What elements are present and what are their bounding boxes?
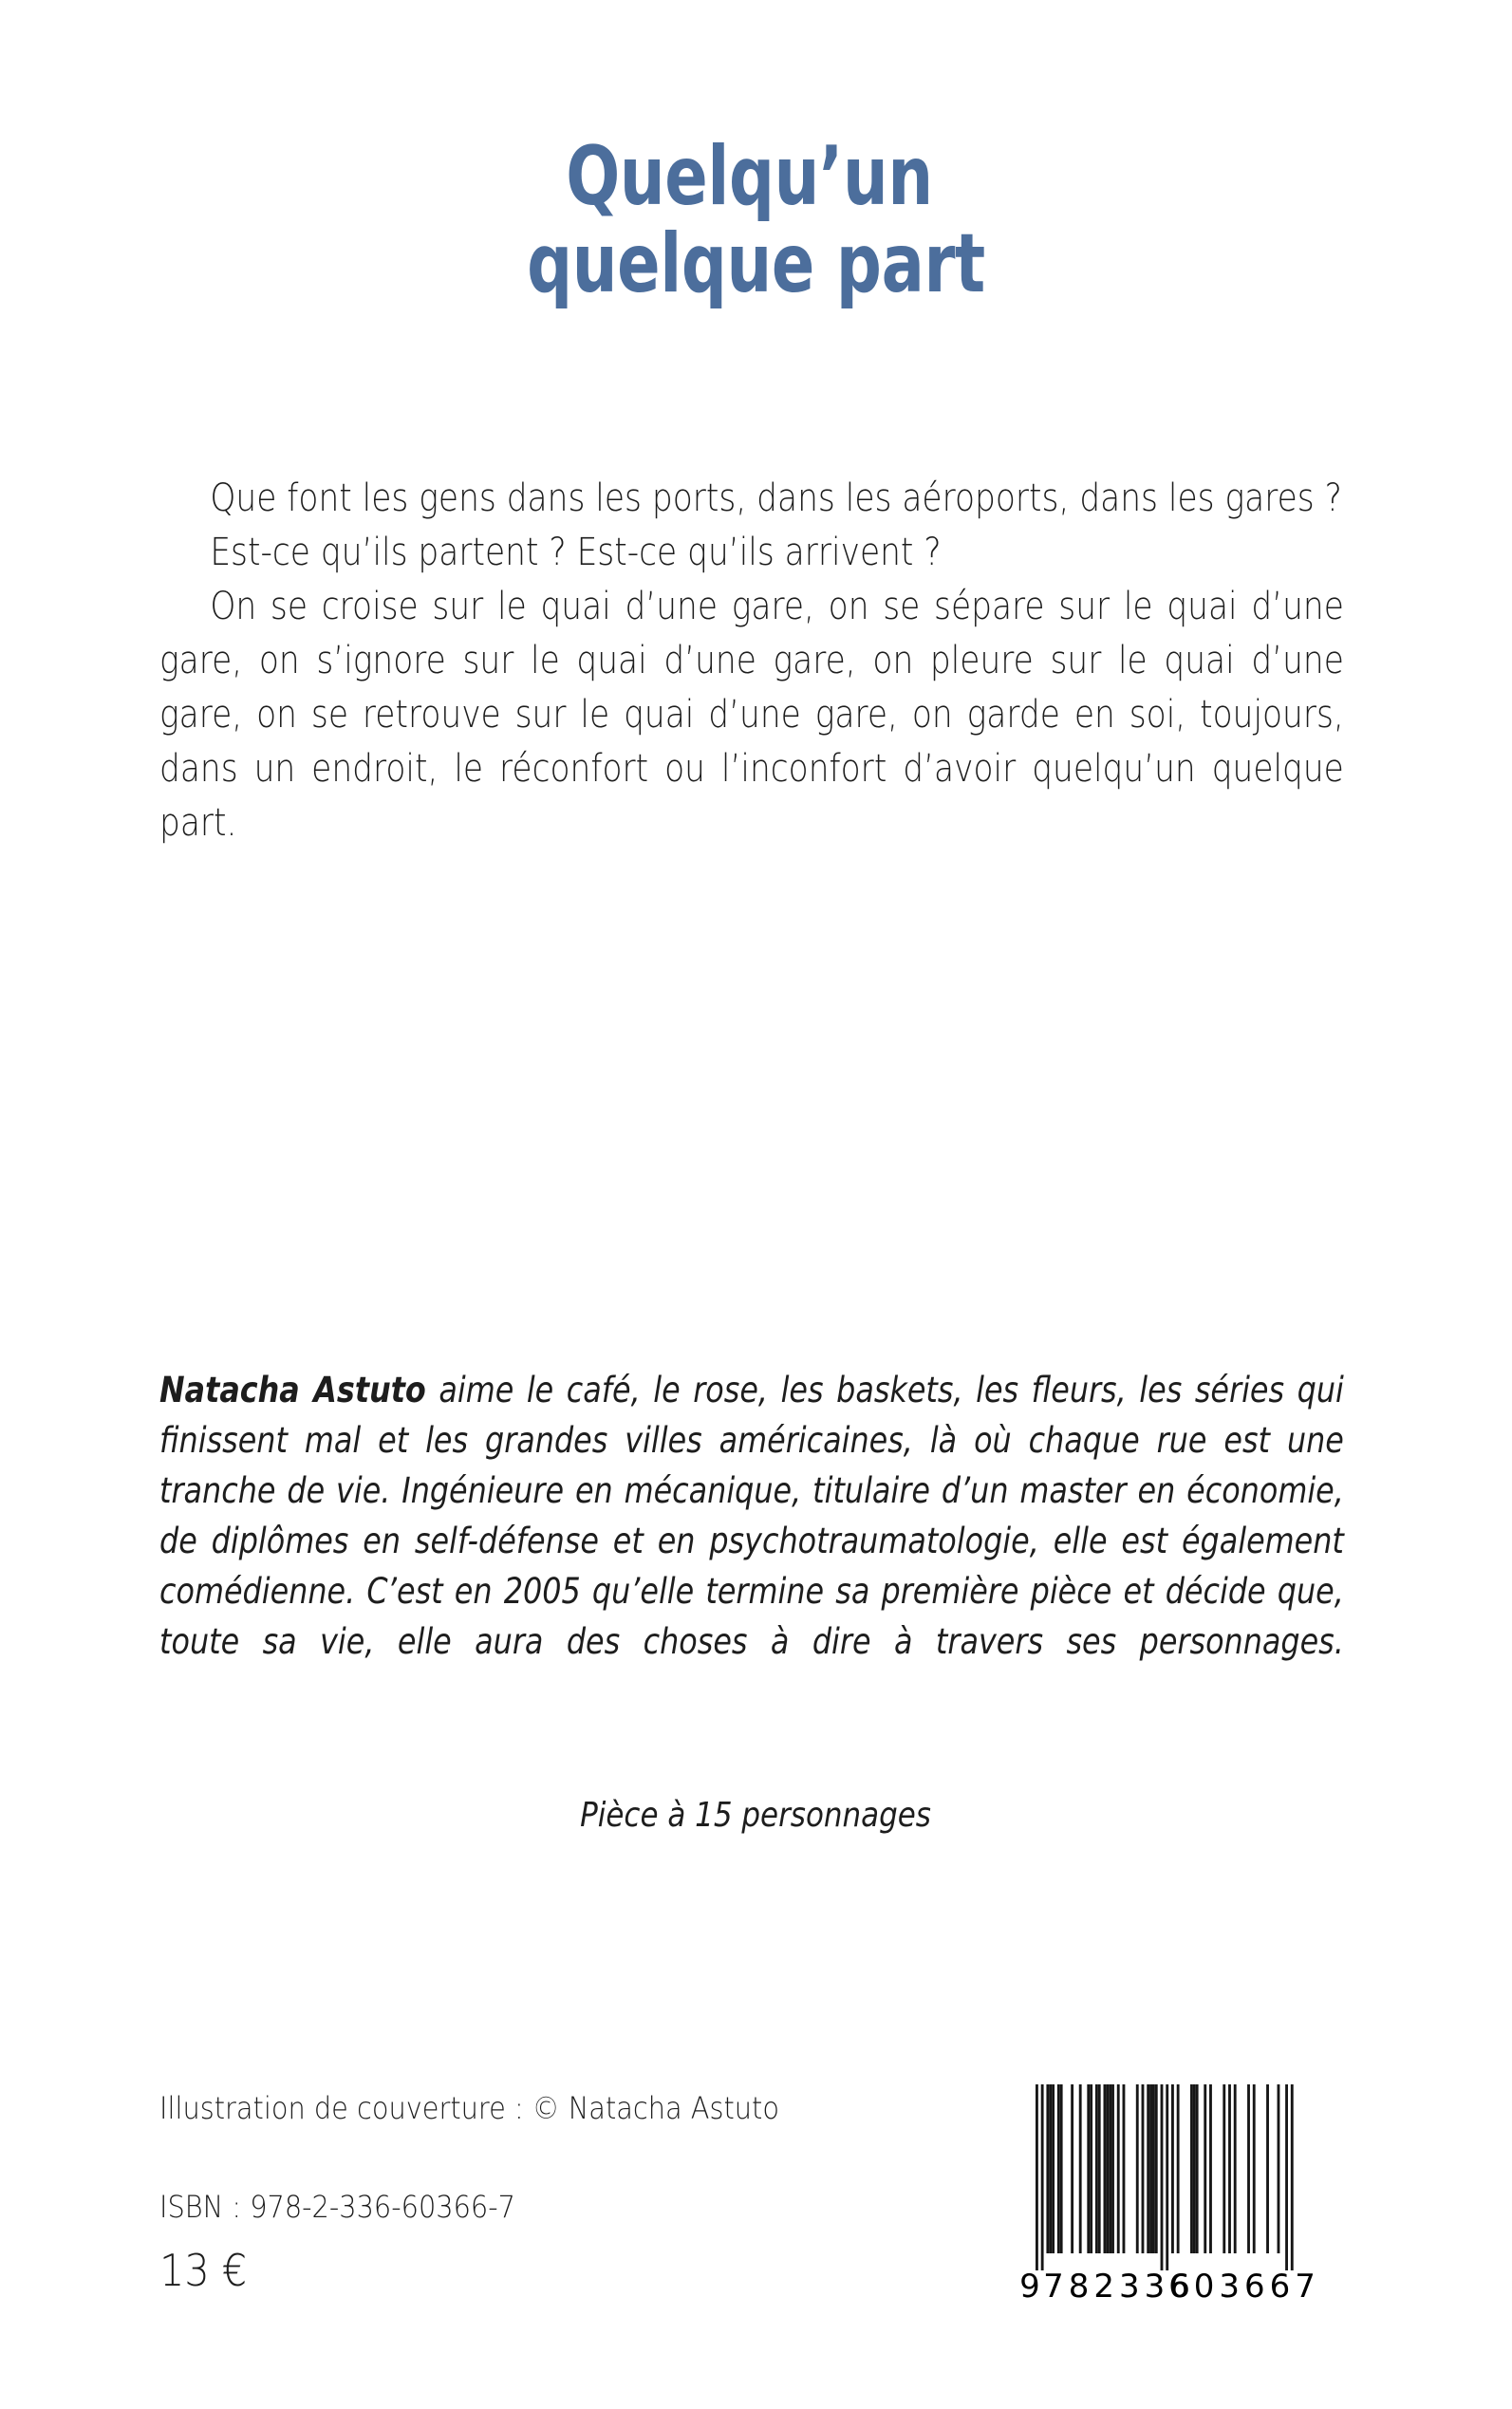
author-name: Natacha Astuto <box>159 1370 426 1410</box>
footer-text-column <box>159 2088 938 2297</box>
author-bio-paragraph <box>159 1365 1344 1717</box>
blurb-paragraph-3: On se croise sur le quai d’une gare, on se sépare sur le quai d’une gare, on s’ignore sur le quai d’une gare, on pleure sur le quai d’une gare, on se retrouve sur le quai d’une gare, on garde en soi, toujours, dans un endroit, le réconfort ou l’inconfort d’avoir quelqu’un quelque part. <box>159 585 1344 845</box>
blurb-text <box>159 472 1344 905</box>
author-bio-body: aime le café, le rose, les baskets, les fleurs, les séries qui finissent mal et les grandes villes américaines, là où chaque rue est une tranche de vie. Ingénieure en mécanique, titulaire d’un master en économie, de diplômes en self-défense et en psychotraumatologie, elle est également comédienne. C’est en 2005 qu’elle termine sa première pièce et décide que, toute sa vie, elle aura des choses à dire à travers ses personnages. <box>159 1370 1344 1662</box>
barcode-icon <box>1009 2073 1341 2308</box>
title-line-1: Quelqu’un <box>566 129 933 224</box>
isbn: ISBN : 978-2-336-60366-7 <box>159 2189 515 2225</box>
title-line-2: quelque part <box>527 216 985 312</box>
author-bio <box>159 1365 1344 1717</box>
cover-credit: Illustration de couverture : © Natacha Astuto <box>159 2090 779 2126</box>
svg-text:782336: 782336 <box>1043 2268 1195 2306</box>
book-title <box>0 129 1512 312</box>
svg-text:603667: 603667 <box>1168 2268 1320 2306</box>
cast-note <box>0 1792 1512 1839</box>
svg-text:9: 9 <box>1019 2268 1040 2306</box>
price: 13 € <box>159 2245 248 2296</box>
cast-note-label: Pièce à 15 personnages <box>580 1796 932 1835</box>
isbn-barcode <box>1009 2073 1341 2308</box>
blurb-paragraph-2: Est-ce qu’ils partent ? Est-ce qu’ils arrivent ? <box>210 531 942 574</box>
blurb-paragraph-1: Que font les gens dans les ports, dans les aéroports, dans les gares ? <box>210 476 1342 520</box>
